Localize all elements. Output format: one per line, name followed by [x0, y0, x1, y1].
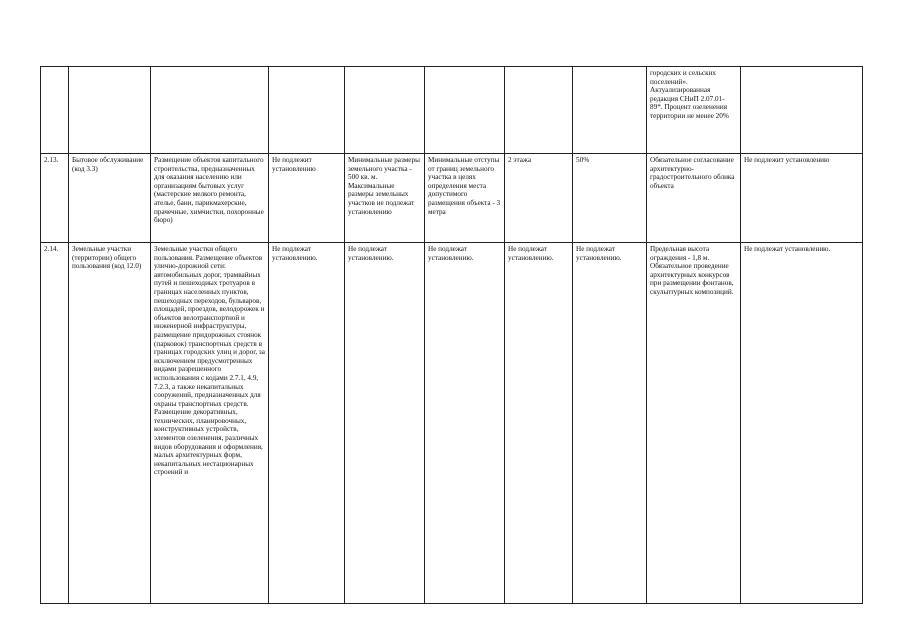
table-cell: Предельная высота ограждения - 1,8 м. Обязательное проведение архитектурных конкурсов при размещении фонтанов, скульптурных композиций. — [647, 243, 741, 604]
document-page — [40, 66, 862, 597]
table-cell — [151, 67, 269, 154]
table-cell: Не подлежат установлению. — [425, 243, 505, 604]
table-cell: Не подлежат установлению. — [505, 243, 573, 604]
table-cell: Не подлежит установлению — [269, 154, 345, 243]
table-cell: 50% — [573, 154, 647, 243]
use-description-cell: Земельные участки общего пользования. Размещение объектов улично-дорожной сети: автомобильных дорог, трамвайных путей и пешеходных тротуаров в границах населенных пунктов, пешеходных переходов, бульваров, площадей, проездов, велодорожек и объектов велотранспортной и инженерной инфраструктуры, размещение придорожных стоянок (парковок) транспортных средств в границах городских улиц и дорог, за исключением предусмотренных видами разрешенного использования с кодами 2.7.1, 4.9, 7.2.3, а также некапитальных сооружений, предназначенных для охраны транспортных средств. Размещение декоративных, технических, планировочных, конструктивных устройств, элементов озеленения, различных видов оборудования и оформления, малых архитектурных форм, некапитальных нестационарных строений и — [151, 243, 269, 604]
use-type-cell: Бытовое обслуживание (код 3.3) — [69, 154, 151, 243]
table-row — [41, 154, 863, 243]
row-number-cell: 2.13. — [41, 154, 69, 243]
table-cell: Не подлежат установлению. — [269, 243, 345, 604]
table-row — [41, 67, 863, 154]
table-cell: Не подлежат установлению. — [345, 243, 425, 604]
table-cell — [69, 67, 151, 154]
table-cell: городских и сельских поселений». Актуализированная редакция СНиП 2.07.01-89*. Процент озеленения территории не менее 20% — [647, 67, 741, 154]
row-number-cell: 2.14. — [41, 243, 69, 604]
table-cell: Не подлежат установлению. — [741, 243, 863, 604]
table-cell — [269, 67, 345, 154]
use-type-cell: Земельные участки (территории) общего пользования (код 12.0) — [69, 243, 151, 604]
use-description-cell: Размещение объектов капитального строительства, предназначенных для оказания населению или организациям бытовых услуг (мастерские мелкого ремонта, ателье, бани, парикмахерские, прачечные, химчистки, похоронные бюро) — [151, 154, 269, 243]
table-cell: Не подлежит установлению — [741, 154, 863, 243]
table-row — [41, 243, 863, 604]
table-cell — [573, 67, 647, 154]
table-cell: 2 этажа — [505, 154, 573, 243]
table-cell — [505, 67, 573, 154]
zoning-regulations-table — [40, 66, 863, 604]
table-cell — [345, 67, 425, 154]
table-cell: Минимальные размеры земельного участка - 500 кв. м. Максимальные размеры земельных участков не подлежат установлению — [345, 154, 425, 243]
table-cell — [425, 67, 505, 154]
table-cell — [41, 67, 69, 154]
table-cell: Не подлежат установлению. — [573, 243, 647, 604]
table-cell: Минимальные отступы от границ земельного участка в целях определения места допустимого размещения объекта - 3 метра — [425, 154, 505, 243]
table-cell: Обязательное согласование архитектурно-градостроительного облика объекта — [647, 154, 741, 243]
table-cell — [741, 67, 863, 154]
